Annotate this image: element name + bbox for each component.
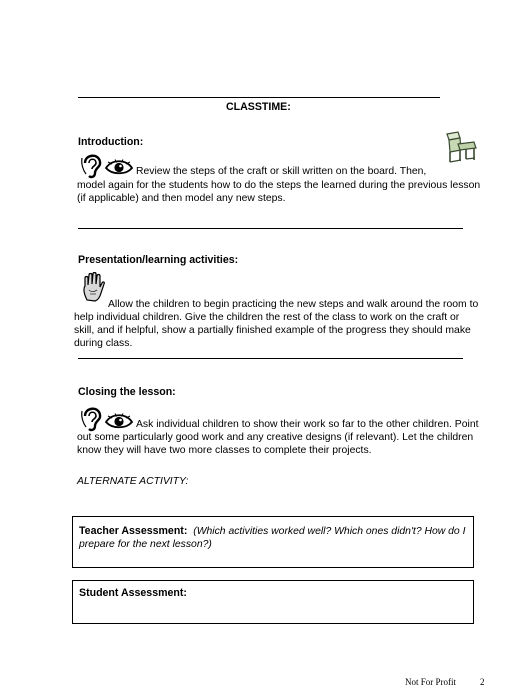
footer-text: Not For Profit xyxy=(405,677,457,687)
ear-icon xyxy=(80,150,104,180)
classtime-title: CLASSTIME: xyxy=(226,101,291,113)
teacher-assessment-prompt-1: (Which activities worked well? Which ones didn't? How do I xyxy=(193,526,466,537)
teacher-assessment-prompt-2: prepare for the next lesson?) xyxy=(79,539,212,550)
top-rule xyxy=(78,97,440,98)
divider-2 xyxy=(78,358,463,359)
presentation-line-3: skill, and if helpful, show a partially finished example of the progress they should make xyxy=(74,325,471,336)
presentation-line-2: help individual children. Give the children the rest of the class to work on the craft or xyxy=(74,312,460,323)
presentation-line-4: during class. xyxy=(74,338,133,349)
page-number: 2 xyxy=(480,677,485,687)
teacher-assessment-label: Teacher Assessment: xyxy=(79,525,188,537)
student-assessment-label: Student Assessment: xyxy=(79,587,187,599)
teacher-assessment-line-1 xyxy=(79,525,466,538)
desk-chair-icon xyxy=(444,130,478,164)
divider-1 xyxy=(78,228,463,229)
hand-icon xyxy=(81,272,105,302)
closing-line-1: Ask individual children to show their work so far to the other children. Point xyxy=(136,419,479,430)
introduction-line-2: model again for the students how to do the steps the learned during the previous lesson xyxy=(77,180,481,191)
introduction-line-1: Review the steps of the craft or skill written on the board. Then, xyxy=(136,166,427,177)
student-assessment-box[interactable] xyxy=(72,580,474,624)
presentation-heading: Presentation/learning activities: xyxy=(78,254,239,266)
presentation-line-1: Allow the children to begin practicing the new steps and walk around the room to xyxy=(108,299,479,310)
teacher-assessment-box[interactable] xyxy=(72,516,474,568)
eye-icon xyxy=(104,158,134,176)
closing-line-2: out some particularly good work and any creative designs (if relevant). Let the children xyxy=(77,432,474,443)
ear-icon xyxy=(80,403,104,433)
eye-icon xyxy=(104,412,134,430)
closing-line-3: know they will have two more classes to complete their projects. xyxy=(77,445,372,456)
introduction-line-3: (if applicable) and then model any new steps. xyxy=(77,193,286,204)
alternate-activity: ALTERNATE ACTIVITY: xyxy=(77,476,189,487)
introduction-heading: Introduction: xyxy=(78,136,144,148)
closing-heading: Closing the lesson: xyxy=(78,386,176,398)
